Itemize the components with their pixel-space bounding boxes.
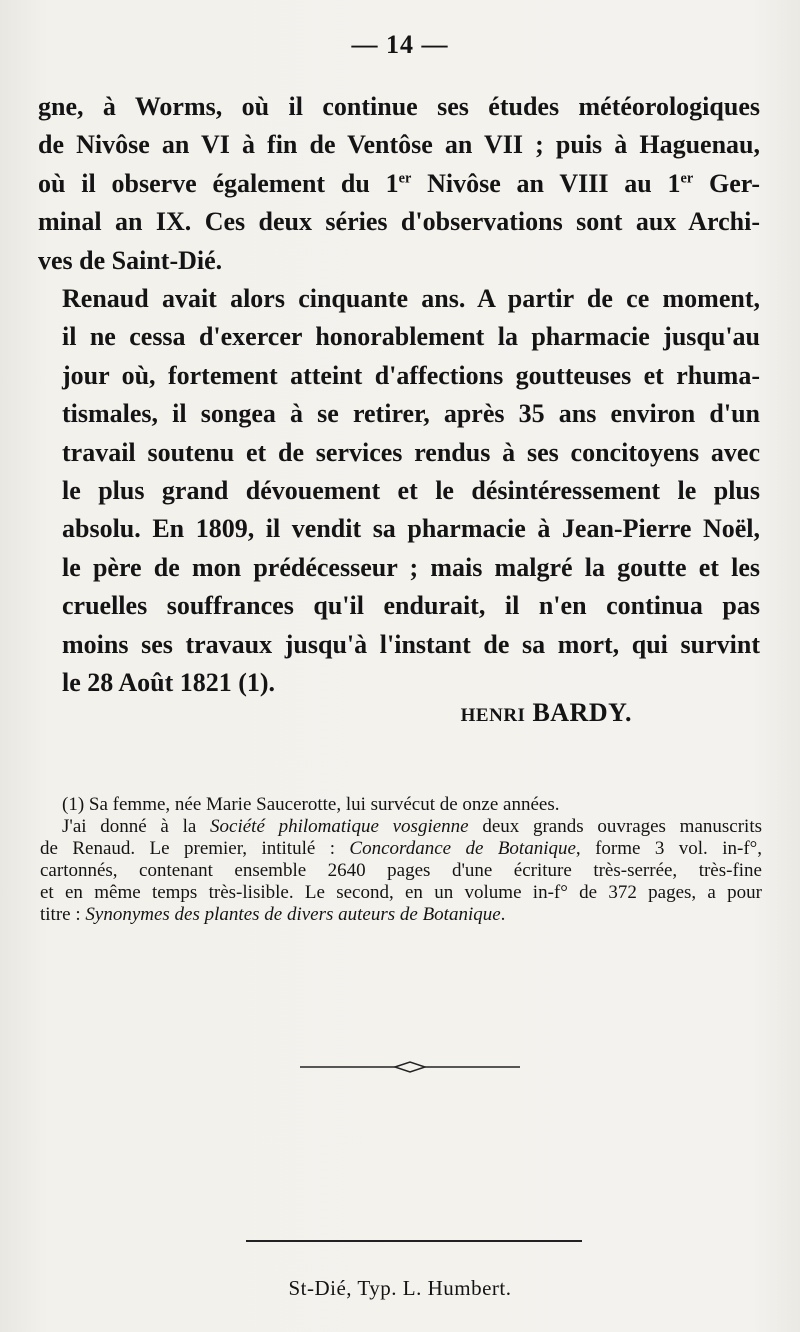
author-signature — [461, 698, 632, 728]
footnote-1: (1) Sa femme, née Marie Saucerotte, lui survécut de onze années. — [62, 794, 560, 815]
text-line — [38, 165, 760, 203]
text-line: gne, à Worms, où il continue ses études météorologiques — [38, 92, 760, 121]
author-first-name: HENRI — [460, 705, 526, 726]
text-line: le plus grand dévouement et le désintéressement le plus — [62, 476, 760, 506]
text-run: Nivôse an VIII au 1 — [411, 168, 681, 198]
superscript: er — [680, 170, 694, 187]
text-line: il ne cessa d'exercer honorablement la pharmacie jusqu'au — [62, 322, 760, 352]
society-name: Société philomatique vosgienne — [210, 816, 469, 837]
text-run: titre : — [40, 904, 86, 925]
text-line: minal an IX. Ces deux séries d'observations sont aux Archi- — [38, 207, 760, 237]
text-line: Renaud avait alors cinquante ans. A partir de ce moment, — [62, 284, 760, 314]
text-run: , forme 3 vol. in-f°, — [575, 838, 762, 859]
text-run: deux grands ouvrages manuscrits — [468, 816, 762, 837]
text-line: travail soutenu et de services rendus à ses concitoyens avec — [62, 437, 760, 467]
footnote-line: cartonnés, contenant ensemble 2640 pages d'une écriture très-serrée, très-fine — [40, 860, 762, 881]
footnotes — [40, 794, 762, 926]
text-line: le père de mon prédécesseur ; mais malgré la goutte et les — [62, 552, 760, 582]
text-line: le 28 Août 1821 (1). — [62, 668, 276, 698]
text-run: Ger- — [693, 168, 761, 198]
footnote-2 — [40, 816, 762, 926]
page-number: — 14 — — [351, 30, 449, 59]
text-line: ves de Saint-Dié. — [38, 245, 223, 275]
text-line: absolu. En 1809, il vendit sa pharmacie à Jean-Pierre Noël, — [62, 514, 760, 544]
author-last-name: BARDY. — [532, 698, 632, 727]
text-line: moins ses travaux jusqu'à l'instant de sa mort, qui survint — [62, 629, 760, 659]
paragraph-1 — [38, 88, 760, 280]
superscript: er — [398, 170, 412, 187]
work-title-2: Synonymes des plantes de divers auteurs de Botanique — [85, 904, 501, 925]
text-run: J'ai donné à la — [62, 816, 211, 837]
text-run: de Renaud. Le premier, intitulé : — [40, 838, 350, 859]
text-line: jour où, fortement atteint d'affections goutteuses et rhuma- — [62, 360, 760, 390]
text-run: où il observe également du 1 — [38, 168, 399, 198]
footnote-line — [40, 904, 762, 926]
footnote-line: et en même temps très-lisible. Le second, en un volume in-f° de 372 pages, a pour — [40, 882, 762, 903]
text-line: cruelles souffrances qu'il endurait, il n'en continua pas — [62, 591, 760, 621]
imprint-rule — [246, 1240, 582, 1242]
ornament-divider — [300, 1060, 520, 1074]
footnote-line — [40, 816, 762, 838]
body-text — [38, 88, 760, 703]
printer-imprint: St-Dié, Typ. L. Humbert. — [288, 1276, 512, 1300]
work-title-1: Concordance de Botanique — [349, 838, 576, 859]
paragraph-2 — [38, 280, 760, 702]
text-line: tismales, il songea à se retirer, après 35 ans environ d'un — [62, 399, 760, 429]
text-line: de Nivôse an VI à fin de Ventôse an VII ; puis à Haguenau, — [38, 130, 760, 160]
footnote-line — [40, 838, 762, 860]
text-run: . — [500, 904, 506, 925]
